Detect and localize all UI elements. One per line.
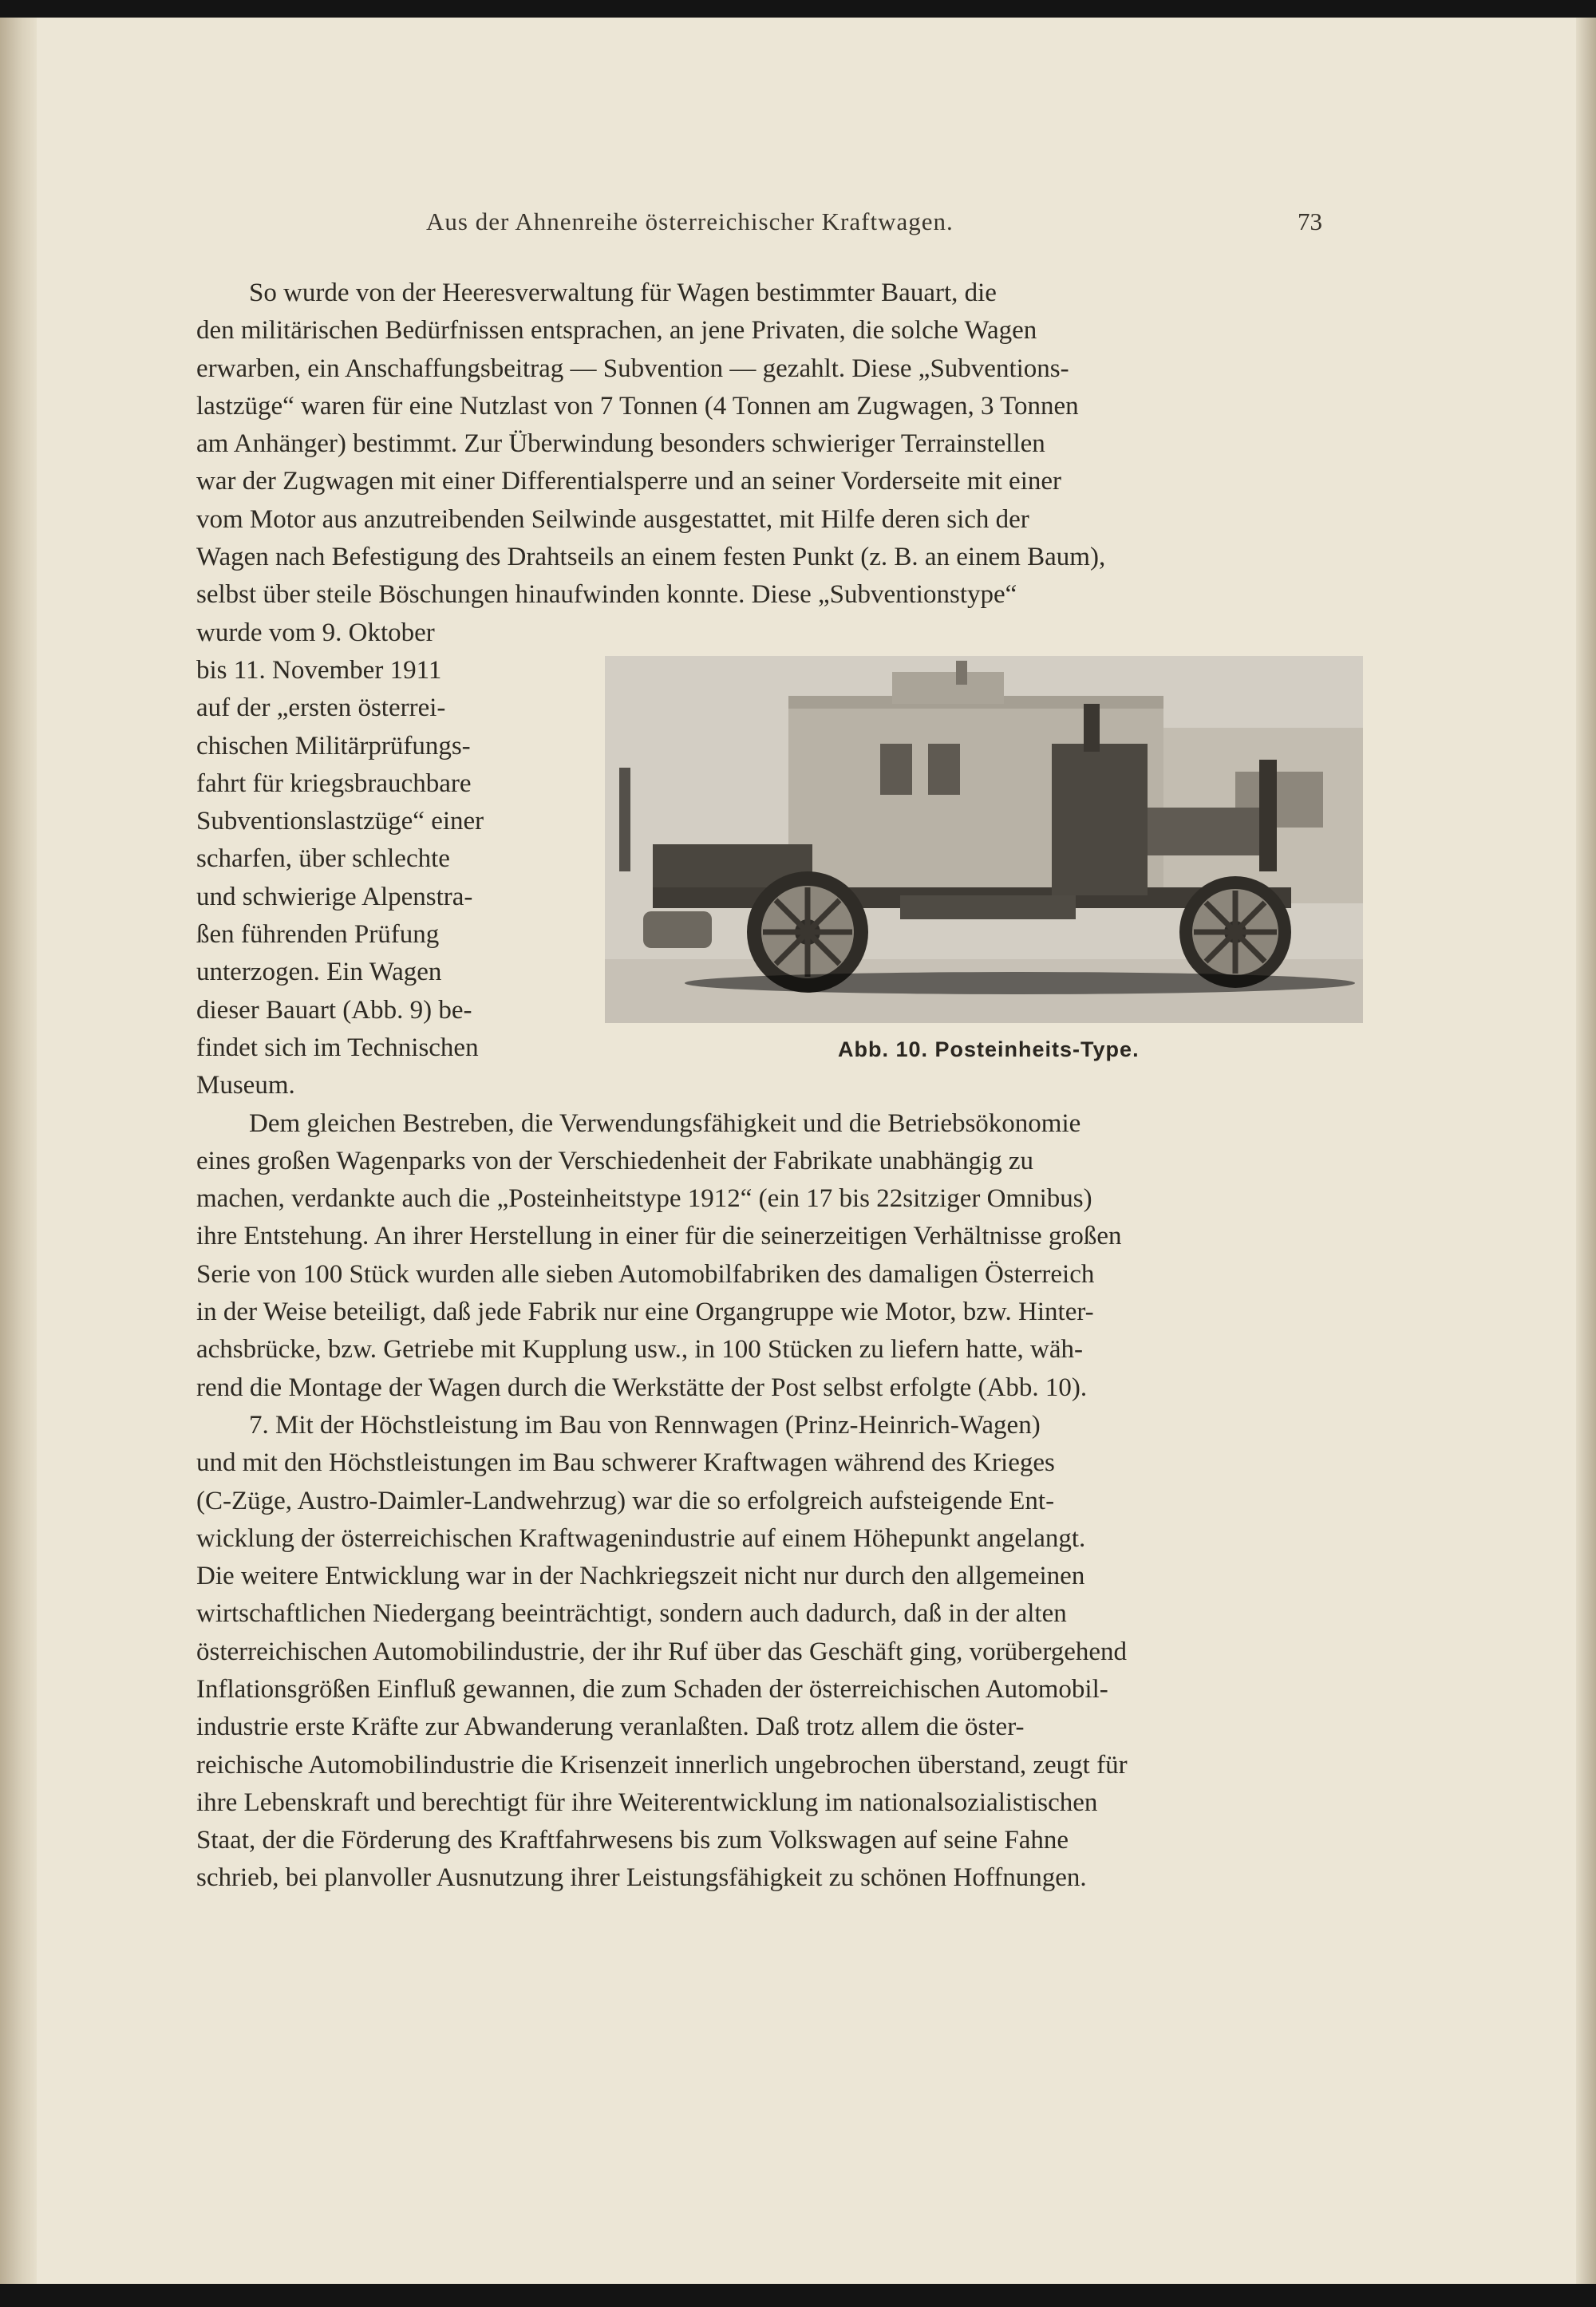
text-line: eines großen Wagenparks von der Verschiedenheit der Fabrikate unabhängig zu bbox=[196, 1146, 1034, 1175]
text-line-narrow: unterzogen. Ein Wagen bbox=[196, 958, 442, 987]
text-line-narrow: auf der „ersten österrei- bbox=[196, 693, 446, 723]
text-line-narrow: findet sich im Technischen bbox=[196, 1033, 479, 1062]
text-line: wicklung der österreichischen Kraftwagenindustrie auf einem Höhepunkt angelangt. bbox=[196, 1523, 1086, 1553]
text-line: wirtschaftlichen Niedergang beeinträchtigt, sondern auch dadurch, daß in der alten bbox=[196, 1599, 1067, 1629]
page-number: 73 bbox=[1298, 207, 1322, 235]
body-text bbox=[196, 275, 1369, 1898]
page-binding-edge bbox=[0, 18, 37, 2284]
text-line: österreichischen Automobilindustrie, der ihr Ruf über das Geschäft ging, vorübergehend bbox=[196, 1637, 1128, 1666]
text-line: ihre Lebenskraft und berechtigt für ihre Weiterentwicklung im nationalsozialistischen bbox=[196, 1788, 1098, 1817]
text-line: So wurde von der Heeresverwaltung für Wagen bestimmter Bauart, die bbox=[249, 278, 997, 307]
text-line: den militärischen Bedürfnissen entsprachen, an jene Privaten, die solche Wagen bbox=[196, 316, 1037, 346]
text-line: Staat, der die Förderung des Kraftfahrwesens bis zum Volkswagen auf seine Fahne bbox=[196, 1826, 1069, 1855]
text-line: selbst über steile Böschungen hinaufwinden konnte. Diese „Subventionstype“ bbox=[196, 580, 1017, 610]
text-line-narrow: chischen Militärprüfungs- bbox=[196, 731, 471, 760]
scan-top-border bbox=[0, 0, 1596, 18]
text-line: Wagen nach Befestigung des Drahtseils an einem festen Punkt (z. B. an einem Baum), bbox=[196, 543, 1106, 572]
text-line: erwarben, ein Anschaffungsbeitrag — Subvention — gezahlt. Diese „Subventions- bbox=[196, 354, 1069, 383]
text-line: ihre Entstehung. An ihrer Herstellung in einer für die seinerzeitigen Verhältnisse großen bbox=[196, 1222, 1122, 1251]
text-line: Dem gleichen Bestreben, die Verwendungsfähigkeit und die Betriebsökonomie bbox=[249, 1108, 1081, 1138]
text-line-narrow: Subventionslastzüge“ einer bbox=[196, 807, 484, 836]
book-page bbox=[37, 18, 1576, 2284]
text-line: Die weitere Entwicklung war in der Nachkriegszeit nicht nur durch den allgemeinen bbox=[196, 1562, 1085, 1591]
figure-abb-10 bbox=[605, 656, 1363, 1031]
text-line: schrieb, bei planvoller Ausnutzung ihrer Leistungsfähigkeit zu schönen Hoffnungen. bbox=[196, 1863, 1087, 1893]
text-line: reichische Automobilindustrie die Krisenzeit innerlich ungebrochen überstand, zeugt für bbox=[196, 1750, 1128, 1780]
text-line: machen, verdankte auch die „Posteinheitstype 1912“ (ein 17 bis 22sitziger Omnibus) bbox=[196, 1184, 1092, 1214]
paragraph-3 bbox=[196, 1407, 1369, 1898]
text-line-narrow: scharfen, über schlechte bbox=[196, 844, 450, 874]
text-line: Serie von 100 Stück wurden alle sieben Automobilfabriken des damaligen Österreich bbox=[196, 1259, 1095, 1289]
text-line: und mit den Höchstleistungen im Bau schwerer Kraftwagen während des Krieges bbox=[196, 1448, 1055, 1478]
text-line-narrow: wurde vom 9. Oktober bbox=[196, 618, 435, 647]
text-line: achsbrücke, bzw. Getriebe mit Kupplung usw., in 100 Stücken zu liefern hatte, wäh- bbox=[196, 1335, 1083, 1365]
text-line-narrow: bis 11. November 1911 bbox=[196, 655, 442, 685]
text-line: in der Weise beteiligt, daß jede Fabrik nur eine Organgruppe wie Motor, bzw. Hinter- bbox=[196, 1298, 1094, 1327]
page-right-edge bbox=[1576, 18, 1596, 2284]
text-line: 7. Mit der Höchstleistung im Bau von Rennwagen (Prinz-Heinrich-Wagen) bbox=[249, 1410, 1041, 1440]
text-line-narrow: und schwierige Alpenstra- bbox=[196, 882, 473, 911]
text-line: industrie erste Kräfte zur Abwanderung veranlaßten. Daß trotz allem die öster- bbox=[196, 1712, 1025, 1742]
text-line: vom Motor aus anzutreibenden Seilwinde ausgestattet, mit Hilfe deren sich der bbox=[196, 504, 1029, 534]
scan-bottom-border bbox=[0, 2284, 1596, 2307]
paragraph-2 bbox=[196, 1105, 1369, 1407]
truck-chassis-photo bbox=[605, 656, 1363, 1023]
running-head: Aus der Ahnenreihe österreichischer Kraftwagen. bbox=[426, 207, 954, 235]
text-line-narrow: dieser Bauart (Abb. 9) be- bbox=[196, 995, 472, 1025]
text-line: war der Zugwagen mit einer Differentialsperre und an seiner Vorderseite mit einer bbox=[196, 467, 1062, 496]
figure-caption: Abb. 10. Posteinheits-Type. bbox=[838, 1037, 1140, 1061]
text-line: (C-Züge, Austro-Daimler-Landwehrzug) war die so erfolgreich aufsteigende Ent- bbox=[196, 1486, 1055, 1515]
text-line-narrow: fahrt für kriegsbrauchbare bbox=[196, 768, 472, 798]
text-line: lastzüge“ waren für eine Nutzlast von 7 Tonnen (4 Tonnen am Zugwagen, 3 Tonnen bbox=[196, 391, 1079, 421]
text-line-narrow: ßen führenden Prüfung bbox=[196, 920, 440, 950]
text-line-narrow: Museum. bbox=[196, 1071, 295, 1100]
text-line: rend die Montage der Wagen durch die Werkstätte der Post selbst erfolgte (Abb. 10). bbox=[196, 1373, 1088, 1402]
text-line: Inflationsgrößen Einfluß gewannen, die zum Schaden der österreichischen Automobil- bbox=[196, 1674, 1108, 1704]
text-line: am Anhänger) bestimmt. Zur Überwindung besonders schwieriger Terrainstellen bbox=[196, 429, 1045, 459]
